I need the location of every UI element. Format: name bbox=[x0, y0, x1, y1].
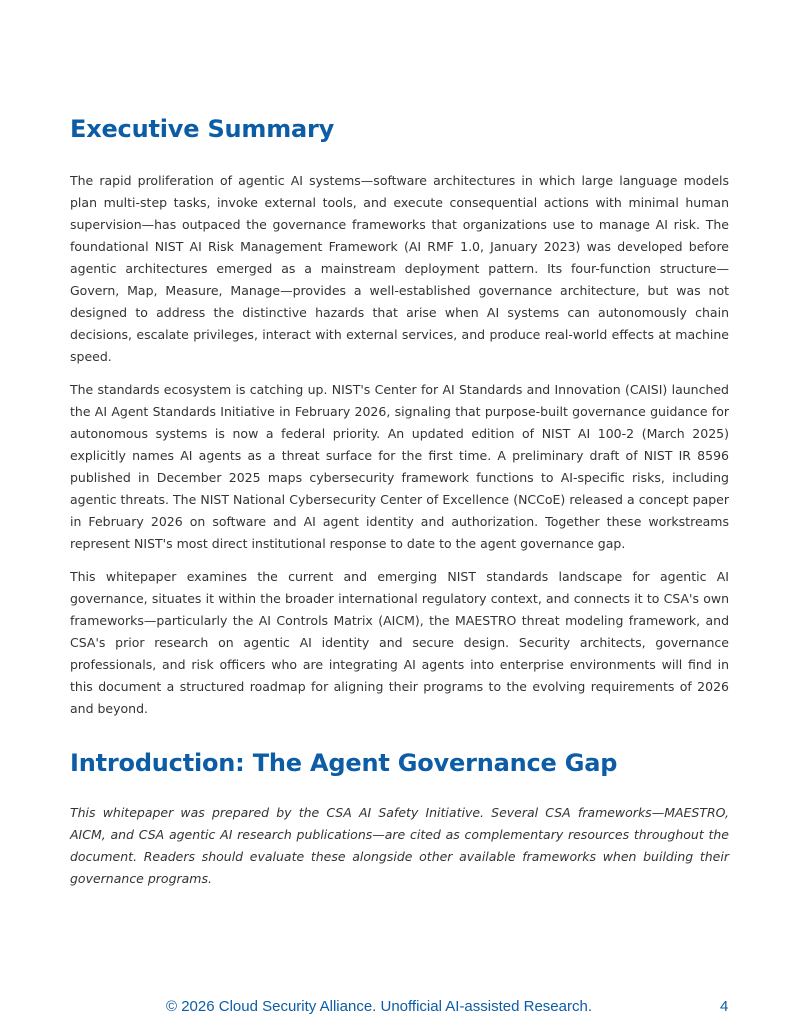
executive-summary-paragraph-2: The standards ecosystem is catching up. NIST's Center for AI Standards and Innovation (CAISI) launched the AI Agent Standards Initiative in February 2026, signaling that purpose-built governance guidance for autonomous systems is now a federal priority. An updated edition of NIST AI 100-2 (March 2025) explicitly names AI agents as a threat surface for the first time. A preliminary draft of NIST IR 8596 published in December 2025 maps cybersecurity framework functions to AI-specific risks, including agentic threats. The NIST National Cybersecurity Center of Excellence (NCCoE) released a concept paper in February 2026 on software and AI agent identity and authorization. Together these workstreams represent NIST's most direct institutional response to date to the agent governance gap. bbox=[70, 382, 729, 551]
page-number: 4 bbox=[720, 998, 729, 1015]
page-footer bbox=[0, 996, 800, 1018]
page-content bbox=[70, 112, 729, 901]
executive-summary-paragraph-1: The rapid proliferation of agentic AI systems—software architectures in which large language models plan multi-step tasks, invoke external tools, and execute consequential actions with minimal human supervision—has outpaced the governance frameworks that organizations use to manage AI risk. The foundational NIST AI Risk Management Framework (AI RMF 1.0, January 2023) was developed before agentic architectures emerged as a mainstream deployment pattern. Its four-function structure—Govern, Map, Measure, Manage—provides a well-established governance architecture, but was not designed to address the distinctive hazards that arise when AI systems can autonomously chain decisions, escalate privileges, interact with external services, and produce real-world effects at machine speed. bbox=[70, 173, 729, 364]
introduction-note: This whitepaper was prepared by the CSA AI Safety Initiative. Several CSA frameworks—MAESTRO, AICM, and CSA agentic AI research publications—are cited as complementary resources throughout the document. Readers should evaluate these alongside other available frameworks when building their governance programs. bbox=[70, 805, 729, 886]
introduction-heading: Introduction: The Agent Governance Gap bbox=[70, 749, 618, 777]
executive-summary-paragraph-3: This whitepaper examines the current and emerging NIST standards landscape for agentic AI governance, situates it within the broader international regulatory context, and connects it to CSA's own frameworks—particularly the AI Controls Matrix (AICM), the MAESTRO threat modeling framework, and CSA's prior research on agentic AI identity and secure design. Security architects, governance professionals, and risk officers who are integrating AI agents into enterprise environments will find in this document a structured roadmap for aligning their programs to the evolving requirements of 2026 and beyond. bbox=[70, 569, 729, 716]
footer-copyright: © 2026 Cloud Security Alliance. Unofficial AI-assisted Research. bbox=[166, 998, 592, 1015]
executive-summary-heading: Executive Summary bbox=[70, 115, 335, 143]
